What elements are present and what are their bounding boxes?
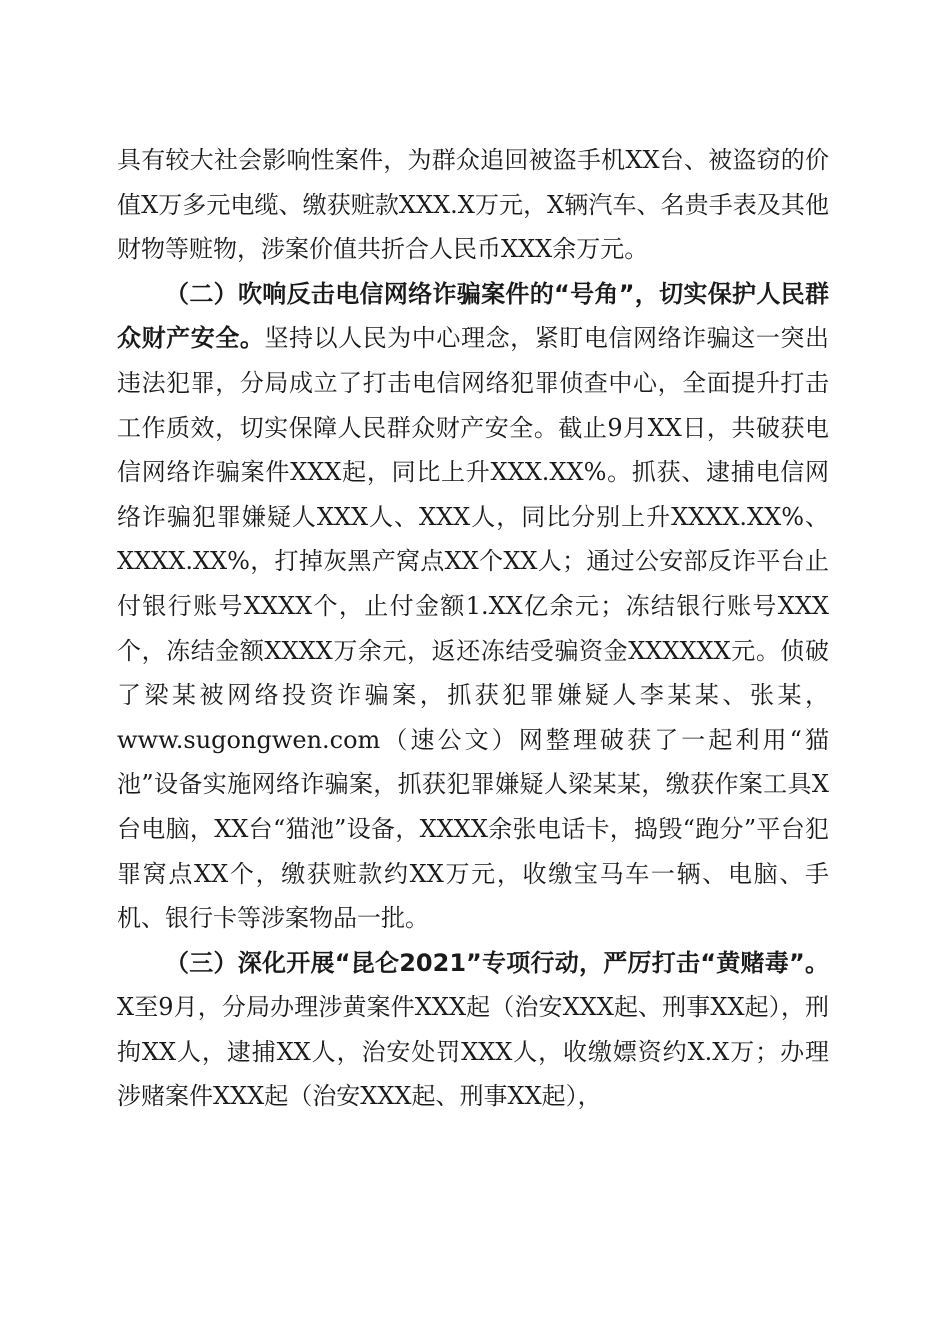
section-heading: （二）吹响反击电信网络诈骗案件的“号角”，切实保护人民群众财产安全。 [117, 279, 829, 353]
paragraph-continuation [117, 138, 829, 272]
section-heading: （三）深化开展“昆仑2021”专项行动，严厉打击“黄赌毒”。 [165, 948, 829, 977]
document-body [117, 138, 829, 1119]
paragraph-text: 具有较大社会影响性案件，为群众追回被盗手机XX台、被盗窃的价值X万多元电缆、缴获赃款XXX.X万元，X辆汽车、名贵手表及其他财物等赃物，涉案价值共折合人民币XXX余万元。 [117, 146, 829, 264]
paragraph-text: X至9月，分局办理涉黄案件XXX起（治安XXX起、刑事XX起），刑拘XX人，逮捕XX人，治安处罚XXX人，收缴嫖资约X.X万；办理涉赌案件XXX起（治安XXX起、刑事XX起）， [117, 993, 829, 1111]
paragraph-section-3 [117, 941, 829, 1119]
paragraph-section-2 [117, 272, 829, 941]
paragraph-text: 坚持以人民为中心理念，紧盯电信网络诈骗这一突出违法犯罪，分局成立了打击电信网络犯罪侦查中心，全面提升打击工作质效，切实保障人民群众财产安全。截止9月XX日，共破获电信网络诈骗案件XXX起，同比上升XXX.XX%。抓获、逮捕电信网络诈骗犯罪嫌疑人XXX人、XXX人，同比分别上升XXXX.XX%、XXXX.XX%，打掉灰黑产窝点XX个XX人；通过公安部反诈平台止付银行账号XXXX个，止付金额1.XX亿余元；冻结银行账号XXX个，冻结金额XXXX万余元，返还冻结受骗资金XXXXXX元。侦破了梁某被网络投资诈骗案，抓获犯罪嫌疑人李某某、张某，www.sugongwen.com（速公文）网整理破获了一起利用“猫池”设备实施网络诈骗案，抓获犯罪嫌疑人梁某某，缴获作案工具X台电脑，XX台“猫池”设备，XXXX余张电话卡，捣毁“跑分”平台犯罪窝点XX个，缴获赃款约XX万元，收缴宝马车一辆、电脑、手机、银行卡等涉案物品一批。 [117, 324, 830, 933]
